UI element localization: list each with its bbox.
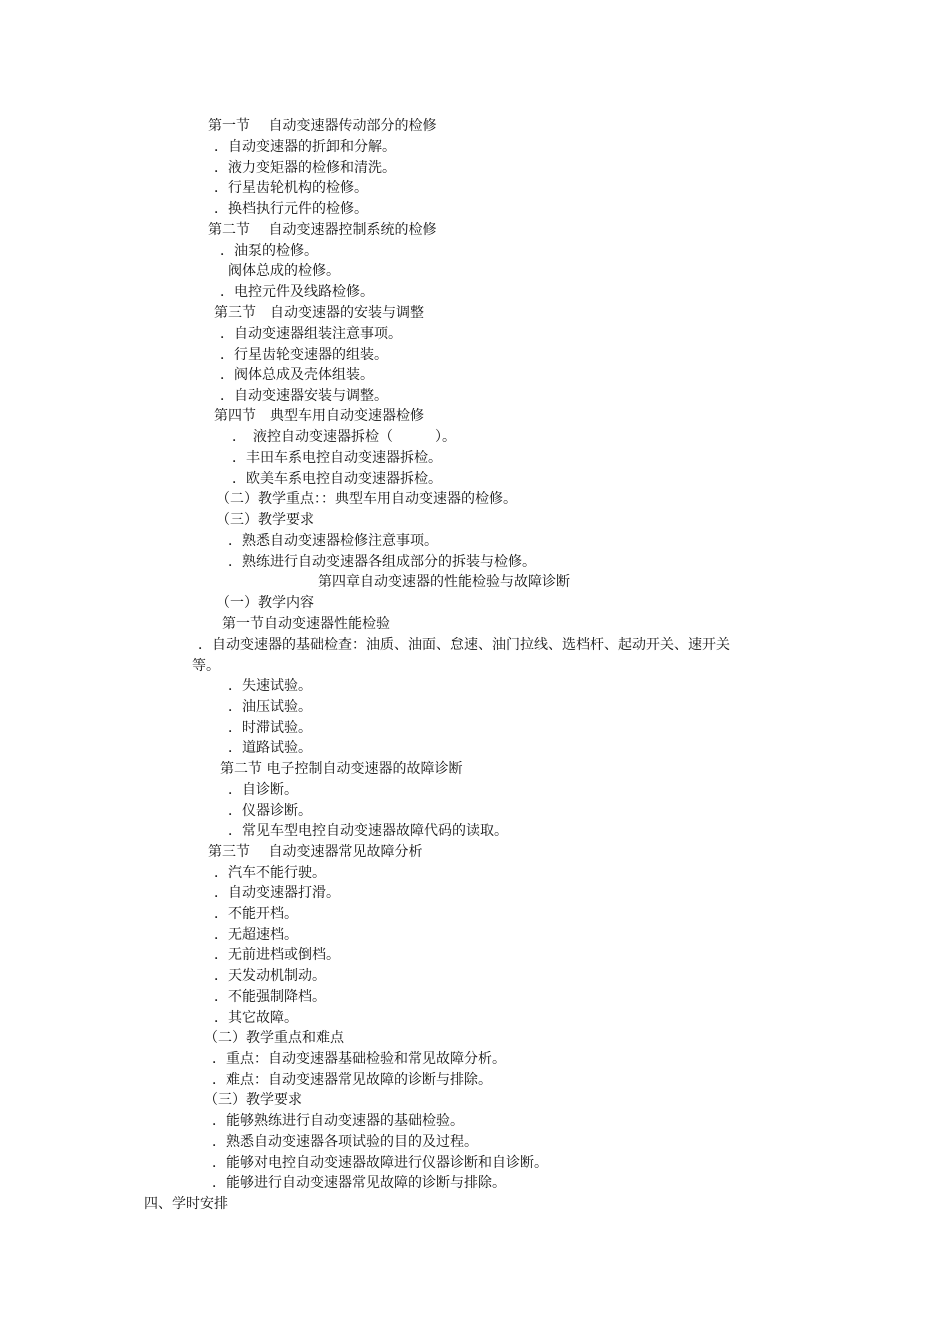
list-item: ．丰田车系电控自动变速器拆检。: [232, 450, 442, 466]
list-item: ．汽车不能行驶。: [214, 865, 326, 881]
section-heading: 第一节自动变速器性能检验: [222, 616, 390, 632]
list-item: ．自动变速器组装注意事项。: [220, 326, 402, 342]
section-heading: 第二节 自动变速器控制系统的检修: [208, 222, 437, 238]
section-heading: 第三节 自动变速器的安装与调整: [214, 305, 424, 321]
list-item: ．无前进档或倒档。: [214, 947, 340, 963]
list-item: ．重点：自动变速器基础检验和常见故障分析。: [212, 1051, 506, 1067]
list-item: ．油压试验。: [228, 699, 312, 715]
section-heading: 第四节 典型车用自动变速器检修: [214, 408, 424, 424]
list-item: ．油泵的检修。: [220, 243, 318, 259]
list-item: ．行星齿轮变速器的组装。: [220, 347, 388, 363]
list-item-continuation: 等。: [192, 658, 220, 674]
list-item: ．其它故障。: [214, 1010, 298, 1026]
section-heading: 第三节 自动变速器常见故障分析: [208, 844, 423, 860]
list-item: ．不能强制降档。: [214, 989, 326, 1005]
subheading: （二）教学重点：：典型车用自动变速器的检修。: [216, 491, 517, 507]
list-item: ．常见车型电控自动变速器故障代码的读取。: [228, 823, 508, 839]
list-item: ．时滞试验。: [228, 720, 312, 736]
list-item: ．不能开档。: [214, 906, 298, 922]
list-item: 阀体总成的检修。: [228, 263, 340, 279]
list-item: ．能够进行自动变速器常见故障的诊断与排除。: [212, 1175, 506, 1191]
list-item: ．自动变速器打滑。: [214, 885, 340, 901]
subheading: （二）教学重点和难点: [204, 1030, 344, 1046]
list-item: ．熟悉自动变速器检修注意事项。: [228, 533, 438, 549]
list-item: ．电控元件及线路检修。: [220, 284, 374, 300]
list-item: ．自动变速器安装与调整。: [220, 388, 388, 404]
list-item: ．熟练进行自动变速器各组成部分的拆装与检修。: [228, 554, 536, 570]
list-item: ．行星齿轮机构的检修。: [214, 180, 368, 196]
list-item: ．能够对电控自动变速器故障进行仪器诊断和自诊断。: [212, 1155, 548, 1171]
list-item: ．能够熟练进行自动变速器的基础检验。: [212, 1113, 464, 1129]
section-heading: 第二节 电子控制自动变速器的故障诊断: [220, 761, 463, 777]
subheading: （一）教学内容: [216, 595, 314, 611]
list-item: ．失速试验。: [228, 678, 312, 694]
subheading: （三）教学要求: [216, 512, 314, 528]
list-item: ．阀体总成及壳体组装。: [220, 367, 374, 383]
section-heading: 第一节 自动变速器传动部分的检修: [208, 118, 437, 134]
list-item: ．仪器诊断。: [228, 803, 312, 819]
part-heading: 四、学时安排: [144, 1196, 228, 1212]
list-item: ．欧美车系电控自动变速器拆检。: [232, 471, 442, 487]
list-item: ． 液控自动变速器拆检（ ）。: [232, 429, 456, 445]
list-item: ．自动变速器的基础检查：油质、油面、怠速、油门拉线、选档杆、起动开关、速开关: [198, 637, 730, 653]
list-item: ．难点：自动变速器常见故障的诊断与排除。: [212, 1072, 492, 1088]
list-item: ．自动变速器的折卸和分解。: [214, 139, 396, 155]
chapter-title: 第四章自动变速器的性能检验与故障诊断: [318, 574, 570, 590]
list-item: ．换档执行元件的检修。: [214, 201, 368, 217]
list-item: ．自诊断。: [228, 782, 298, 798]
list-item: ．熟悉自动变速器各项试验的目的及过程。: [212, 1134, 478, 1150]
list-item: ．天发动机制动。: [214, 968, 326, 984]
list-item: ．液力变矩器的检修和清洗。: [214, 160, 396, 176]
list-item: ．无超速档。: [214, 927, 298, 943]
list-item: ．道路试验。: [228, 740, 312, 756]
subheading: （三）教学要求: [204, 1092, 302, 1108]
